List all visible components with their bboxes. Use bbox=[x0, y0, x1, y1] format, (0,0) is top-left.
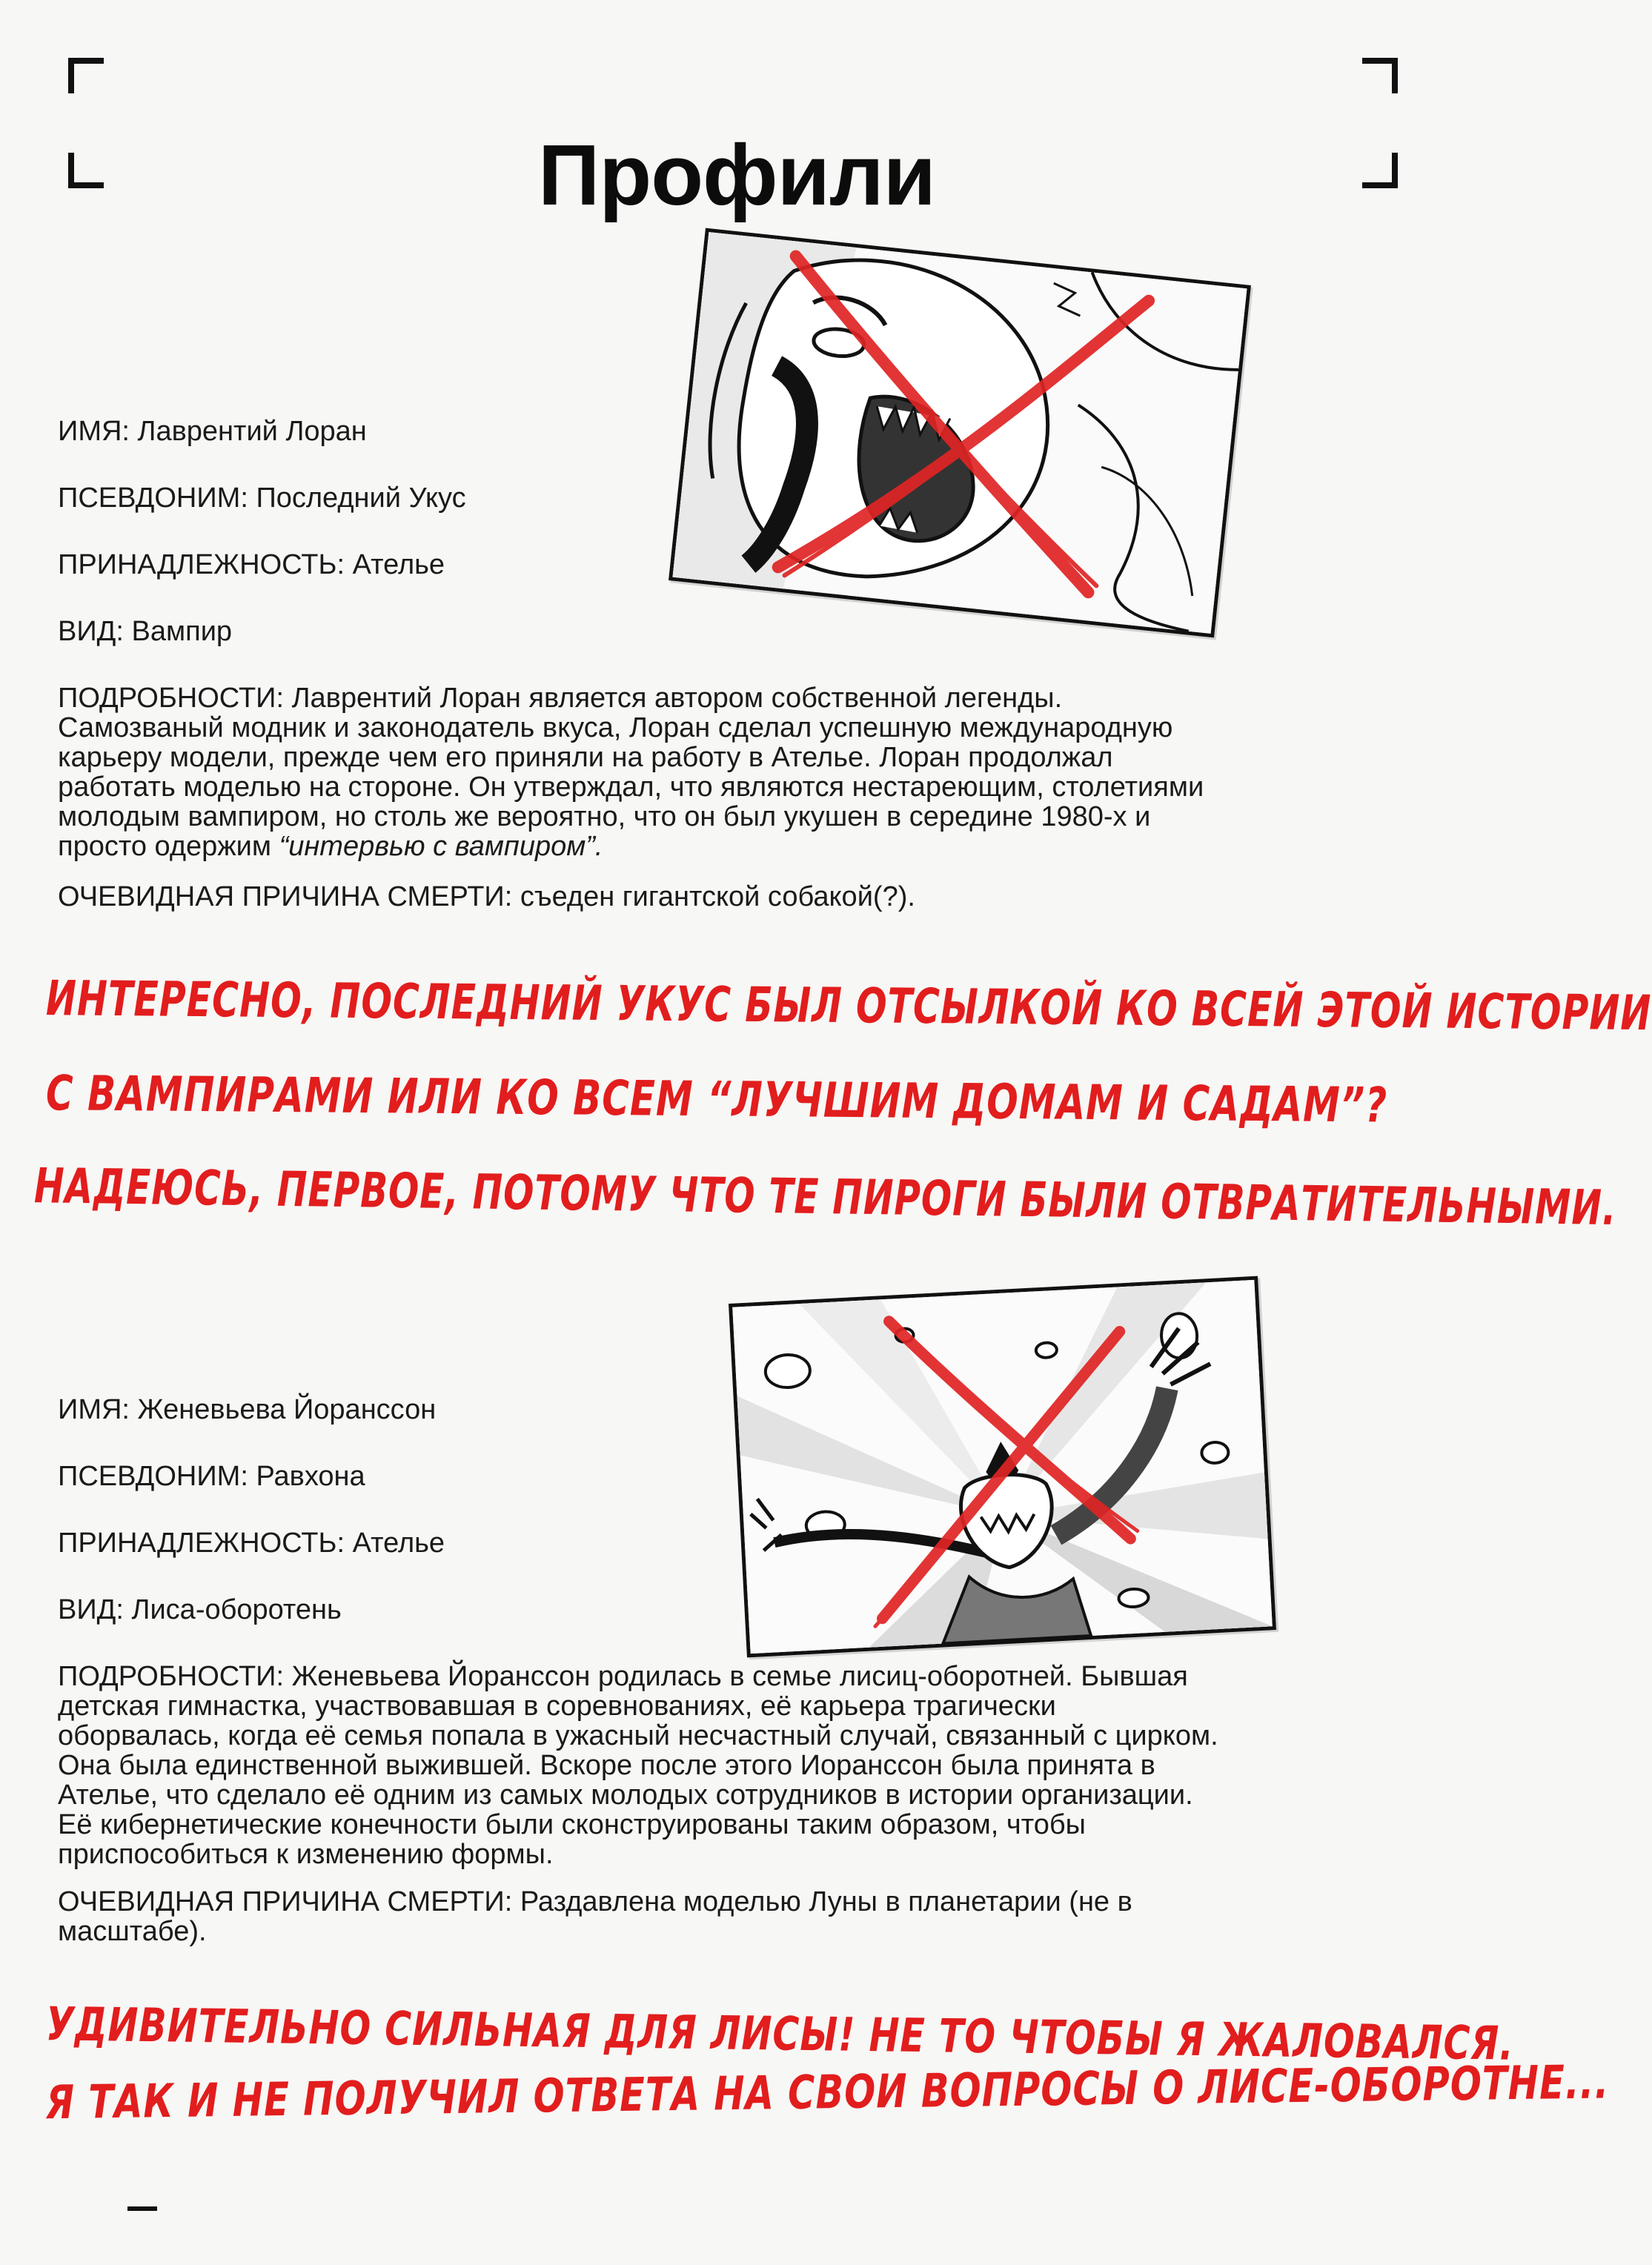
details-line: карьеру модели, прежде чем его приняли на работу в Ателье. Лоран продолжал bbox=[58, 742, 1113, 773]
handwritten-note: ИНТЕРЕСНО, ПОСЛЕДНИЙ УКУС БЫЛ ОТСЫЛКОЙ КО ВСЕЙ ЭТОЙ ИСТОРИИ bbox=[45, 970, 1652, 1041]
alias-label: ПСЕВДОНИМ: bbox=[58, 482, 248, 514]
profile-photo-vampire bbox=[669, 228, 1251, 638]
details-line: приспособиться к изменению формы. bbox=[58, 1839, 554, 1870]
details-line: Её кибернетические конечности были сконструированы таким образом, чтобы bbox=[58, 1809, 1086, 1840]
profile-1-name-field bbox=[58, 417, 367, 446]
profile-2-affiliation-field bbox=[58, 1528, 445, 1558]
profile-1-affiliation-field bbox=[58, 550, 445, 580]
species-label: ВИД: bbox=[58, 1594, 124, 1625]
handwritten-note: С ВАМПИРАМИ ИЛИ КО ВСЕМ “ЛУЧШИМ ДОМАМ И САДАМ”? bbox=[45, 1065, 1388, 1134]
affiliation-value: Ателье bbox=[352, 549, 445, 580]
profile-1-death-field bbox=[58, 882, 915, 912]
name-label: ИМЯ: bbox=[58, 1394, 130, 1425]
details-line: Ателье, что сделало её одним из самых молодых сотрудников в истории организации. bbox=[58, 1780, 1193, 1811]
interview-reference: “интервью с вампиром”. bbox=[279, 831, 603, 862]
alias-value: Последний Укус bbox=[256, 482, 466, 514]
handwritten-note: НАДЕЮСЬ, ПЕРВОЕ, ПОТОМУ ЧТО ТЕ ПИРОГИ БЫЛИ ОТВРАТИТЕЛЬНЫМИ. bbox=[33, 1158, 1617, 1236]
details-line: Самозваный модник и законодатель вкуса, Лоран сделал успешную международную bbox=[58, 712, 1173, 743]
corner-mark-top-left bbox=[68, 58, 104, 93]
corner-mark-top-right bbox=[1362, 58, 1398, 93]
vampire-portrait-crossed-out-icon bbox=[673, 232, 1247, 634]
handwritten-note: Я ТАК И НЕ ПОЛУЧИЛ ОТВЕТА НА СВОИ ВОПРОСЫ О ЛИСЕ-ОБОРОТНЕ... bbox=[45, 2055, 1610, 2130]
alias-value: Равхона bbox=[256, 1461, 365, 1492]
profile-1-species-field bbox=[58, 617, 232, 646]
page-title: Профили bbox=[538, 126, 935, 223]
details-line: оборвалась, когда её семья попала в ужасный несчастный случай, связанный с цирком. bbox=[58, 1720, 1218, 1751]
profile-photo-fox-werewolf bbox=[729, 1276, 1276, 1658]
details-label: ПОДРОБНОСТИ: bbox=[58, 1661, 285, 1692]
fox-werewolf-crossed-out-icon bbox=[732, 1280, 1273, 1654]
death-label: ОЧЕВИДНАЯ ПРИЧИНА СМЕРТИ: bbox=[58, 1886, 513, 1917]
profile-2-details bbox=[58, 1662, 1436, 1869]
profile-1-alias-field bbox=[58, 483, 466, 513]
profile-2-death-field bbox=[58, 1887, 1436, 1946]
details-line: ПОДРОБНОСТИ: Лаврентий Лоран является автором собственной легенды. bbox=[58, 683, 1063, 714]
details-line: Она была единственной выжившей. Вскоре после этого Иоранссон была принята в bbox=[58, 1750, 1155, 1781]
details-line: работать моделью на стороне. Он утверждал, что являются нестареющим, столетиями bbox=[58, 772, 1204, 803]
name-label: ИМЯ: bbox=[58, 416, 130, 447]
death-label: ОЧЕВИДНАЯ ПРИЧИНА СМЕРТИ: bbox=[58, 881, 513, 912]
details-line: просто одержим “интервью с вампиром”. bbox=[58, 831, 603, 862]
species-label: ВИД: bbox=[58, 616, 124, 647]
species-value: Вампир bbox=[131, 616, 233, 647]
affiliation-label: ПРИНАДЛЕЖНОСТЬ: bbox=[58, 1528, 345, 1559]
name-value: Женевьева Йоранссон bbox=[137, 1394, 437, 1425]
profile-2-name-field bbox=[58, 1395, 436, 1425]
profile-1-details bbox=[58, 683, 1436, 861]
profile-2-alias-field bbox=[58, 1462, 365, 1491]
death-value: Раздавлена моделью Луны в планетарии (не в bbox=[520, 1886, 1132, 1917]
profile-2-species-field bbox=[58, 1595, 342, 1625]
handwritten-note: УДИВИТЕЛЬНО СИЛЬНАЯ ДЛЯ ЛИСЫ! НЕ ТО ЧТОБЫ Я ЖАЛОВАЛСЯ. bbox=[45, 1997, 1515, 2071]
death-value: масштабе). bbox=[58, 1916, 207, 1947]
affiliation-value: Ателье bbox=[352, 1528, 445, 1559]
species-value: Лиса-оборотень bbox=[131, 1594, 342, 1625]
death-value: съеден гигантской собакой(?). bbox=[520, 881, 915, 912]
details-line: молодым вампиром, но столь же вероятно, что он был укушен в середине 1980-х и bbox=[58, 801, 1151, 832]
details-line: детская гимнастка, участвовавшая в соревнованиях, её карьера трагически bbox=[58, 1691, 1056, 1722]
details-label: ПОДРОБНОСТИ: bbox=[58, 683, 285, 714]
affiliation-label: ПРИНАДЛЕЖНОСТЬ: bbox=[58, 549, 345, 580]
page-marker-dash bbox=[127, 2206, 157, 2211]
name-value: Лаврентий Лоран bbox=[137, 416, 367, 447]
details-line: ПОДРОБНОСТИ: Женевьева Йоранссон родилась в семье лисиц-оборотней. Бывшая bbox=[58, 1661, 1188, 1692]
alias-label: ПСЕВДОНИМ: bbox=[58, 1461, 248, 1492]
